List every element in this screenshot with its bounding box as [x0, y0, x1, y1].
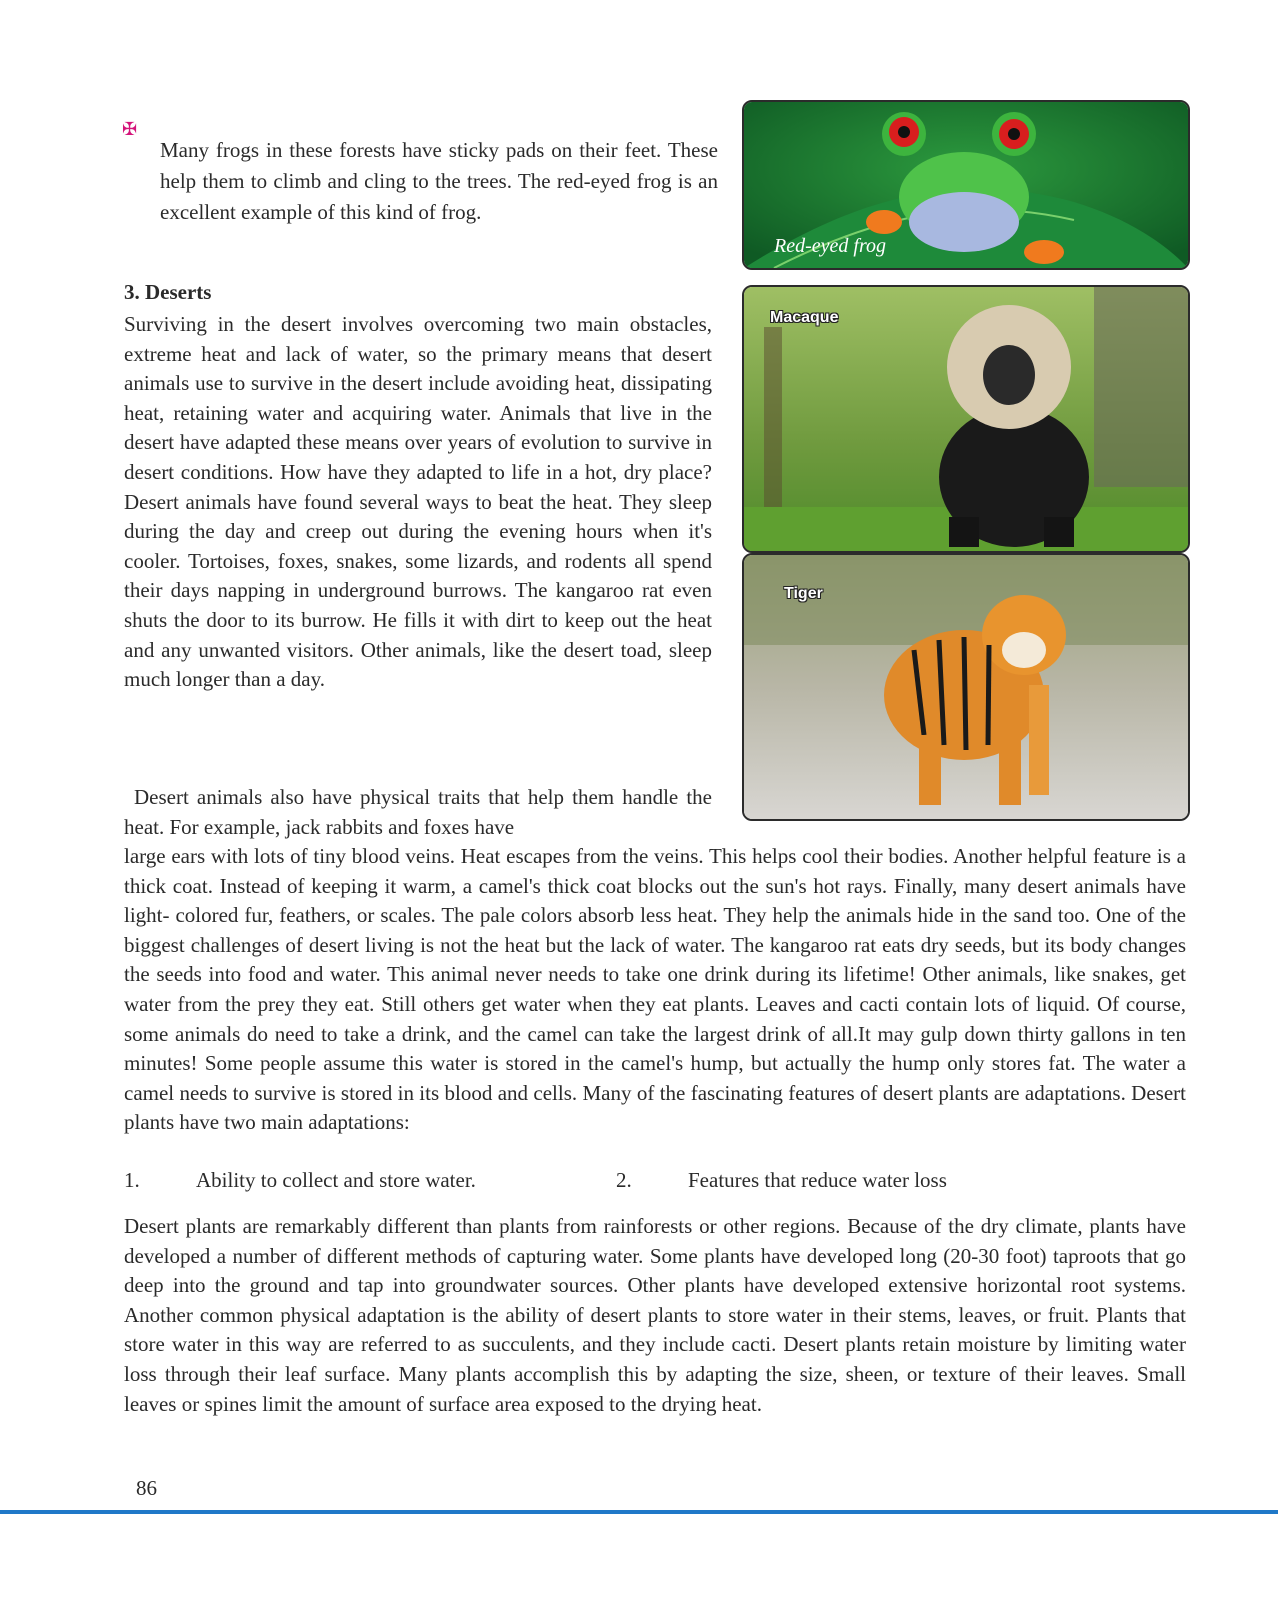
frog-caption: Red-eyed frog	[774, 235, 886, 257]
paragraph-4: Desert plants are remarkably different than plants from rainforests or other regions. Because of the dry climate, plants have developed a number of different methods of capturing water. Some plants have developed long (20-30 foot) taproots that go deep into the ground and tap into groundwater sources. Other plants have developed extensive horizontal root systems. Another common physical adaptation is the ability of desert plants to store water in their stems, leaves, or fruit. Plants that store water in this way are referred to as succulents, and they include cacti. Desert plants retain moisture by limiting water loss through their leaf surface. Many plants accomplish this by adapting the size, sheen, or texture of their leaves. Small leaves or spines limit the amount of surface area exposed to the drying heat.	[124, 1214, 1186, 1416]
tiger-photo	[742, 553, 1190, 821]
paragraph-3: large ears with lots of tiny blood veins. Heat escapes from the veins. This helps cool their bodies. Another helpful feature is a thick coat. Instead of keeping it warm, a camel's thick coat blocks out the sun's hot rays. Finally, many desert animals have light- colored fur, feathers, or scales. The pale colors absorb less heat. They help the animals hide in the sand too. One of the biggest challenges of desert living is not the heat but the lack of water. The kangaroo rat eats dry seeds, but its body changes the seeds into food and water. This animal never needs to take one drink during its lifetime! Other animals, like snakes, get water from the prey they eat. Still others get water when they eat plants. Leaves and cacti contain lots of liquid. Of course, some animals do need to take a drink, and the camel can take the largest drink of all.It may gulp down thirty gallons in ten minutes! Some people assume this water is stored in the camel's hump, but actually the hump only stores fat. The water a camel needs to survive is stored in its blood and cells. Many of the fascinating features of desert plants are adaptations. Desert plants have two main adaptations:	[124, 844, 1186, 1135]
list-item-2: Features that reduce water loss	[688, 1168, 947, 1192]
bullet-text: Many frogs in these forests have sticky pads on their feet. These help them to climb and cling to the trees. The red-eyed frog is an excellent example of this kind of frog.	[160, 138, 718, 224]
list-number-1: 1.	[124, 1168, 140, 1192]
tiger-caption: Tiger	[784, 585, 823, 602]
footer-divider	[0, 1510, 1278, 1514]
macaque-caption: Macaque	[770, 309, 839, 326]
section-heading: 3. Deserts	[124, 280, 212, 304]
list-number-2: 2.	[616, 1168, 632, 1192]
macaque-photo	[742, 285, 1190, 553]
list-item-1: Ability to collect and store water.	[196, 1168, 476, 1192]
page-number: 86	[136, 1476, 157, 1500]
frog-photo	[742, 100, 1190, 270]
paragraph-2: Desert animals also have physical traits that help them handle the heat. For example, jack rabbits and foxes have	[124, 785, 712, 839]
bullet-item	[122, 114, 718, 249]
paragraph-1: Surviving in the desert involves overcoming two main obstacles, extreme heat and lack of water, so the primary means that desert animals use to survive in the desert include avoiding heat, dissipating heat, retaining water and acquiring water. Animals that live in the desert have adapted these means over years of evolution to survive in desert conditions. How have they adapted to life in a hot, dry place? Desert animals have found several ways to beat the heat. They sleep during the day and creep out during the evening hours when it's cooler. Tortoises, foxes, snakes, some lizards, and rodents all spend their days napping in underground burrows. The kangaroo rat even shuts the door to its burrow. He fills it with dirt to keep out the heat and any unwanted visitors. Other animals, like the desert toad, sleep much longer than a day.	[124, 312, 712, 692]
maltese-cross-icon: ✠	[122, 119, 138, 139]
